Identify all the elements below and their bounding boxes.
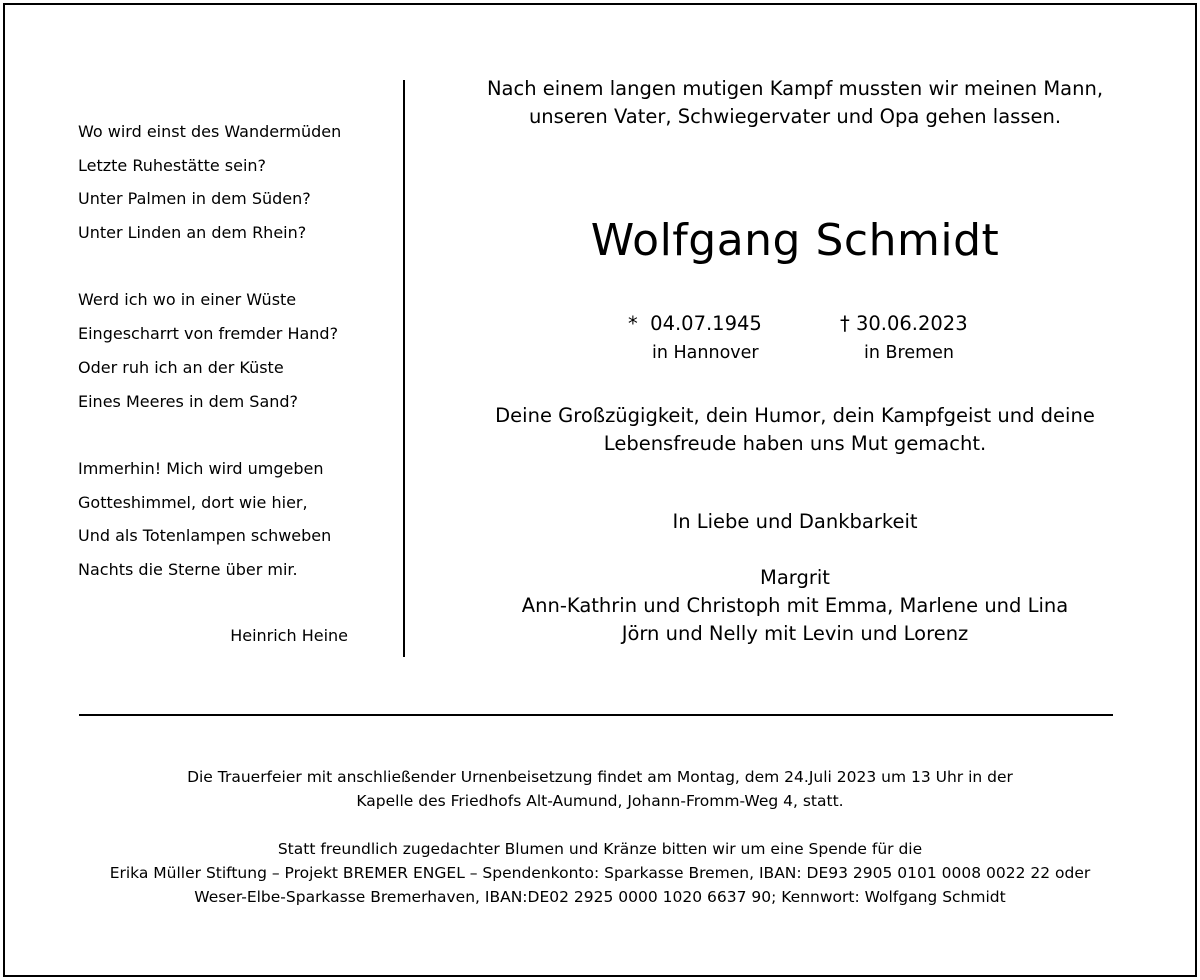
family-line: Jörn und Nelly mit Levin und Lorenz: [621, 622, 969, 645]
life-dates: [440, 310, 1150, 370]
poem-line: Immerhin! Mich wird umgeben: [78, 458, 324, 478]
tribute-text: [440, 402, 1150, 458]
ceremony-line: Kapelle des Friedhofs Alt-Aumund, Johann-Fromm-Weg 4, statt.: [356, 792, 844, 810]
family-signatures: [440, 564, 1150, 648]
poem-line: Gotteshimmel, dort wie hier,: [78, 492, 308, 512]
ceremony-line: Die Trauerfeier mit anschließender Urnenbeisetzung findet am Montag, dem 24.Juli 2023 um 13 Uhr in der: [187, 768, 1013, 786]
donation-line: Statt freundlich zugedachter Blumen und Kränze bitten wir um eine Spende für die: [277, 840, 923, 858]
poem-line: Und als Totenlampen schweben: [78, 526, 332, 546]
death-cross-icon: †: [840, 312, 850, 335]
birth-info: [628, 310, 762, 368]
poem-line: Letzte Ruhestätte sein?: [78, 155, 267, 175]
poem-line: Werd ich wo in einer Wüste: [78, 290, 297, 310]
vertical-divider: [403, 80, 405, 657]
donation-line: Erika Müller Stiftung – Projekt BREMER ENGEL – Spendenkonto: Sparkasse Bremen, IBAN: DE93 2905 0101 0008 0022 22 oder: [109, 864, 1091, 882]
donation-line: Weser-Elbe-Sparkasse Bremerhaven, IBAN:DE02 2925 0000 1020 6637 90; Kennwort: Wolfgang Schmidt: [194, 888, 1006, 906]
footer-gap: [40, 813, 1160, 837]
birth-star-icon: *: [628, 312, 638, 335]
poem-line: Eingescharrt von fremder Hand?: [78, 324, 339, 344]
tribute-line: Lebensfreude haben uns Mut gemacht.: [603, 432, 987, 455]
poem-line: Unter Palmen in dem Süden?: [78, 189, 311, 209]
stanza-gap: [78, 255, 368, 289]
intro-text: [440, 75, 1150, 131]
horizontal-divider: [79, 714, 1113, 716]
poem-line: Unter Linden an dem Rhein?: [78, 223, 307, 243]
death-date: 30.06.2023: [855, 312, 968, 335]
intro-line: unseren Vater, Schwiegervater und Opa gehen lassen.: [528, 105, 1062, 128]
poem-stanza-1: [78, 120, 368, 255]
poem-author: Heinrich Heine: [230, 626, 348, 645]
poem-stanza-2: [78, 288, 368, 423]
poem: [78, 120, 368, 645]
death-info: [840, 310, 968, 368]
poem-line: Eines Meeres in dem Sand?: [78, 391, 299, 411]
poem-line: Nachts die Sterne über mir.: [78, 559, 298, 579]
death-place: in Bremen: [864, 343, 955, 363]
dedication: In Liebe und Dankbarkeit: [672, 510, 918, 533]
birth-place: in Hannover: [652, 343, 759, 363]
poem-stanza-3: [78, 457, 368, 592]
family-line: Ann-Kathrin und Christoph mit Emma, Marlene und Lina: [521, 594, 1069, 617]
stanza-gap: [78, 423, 368, 457]
tribute-line: Deine Großzügigkeit, dein Humor, dein Kampfgeist und deine: [495, 404, 1095, 427]
family-line: Margrit: [760, 566, 830, 589]
poem-line: Wo wird einst des Wandermüden: [78, 122, 342, 141]
deceased-name: Wolfgang Schmidt: [590, 215, 1000, 266]
poem-line: Oder ruh ich an der Küste: [78, 357, 284, 377]
death-notice: [440, 75, 1150, 645]
footer-info: [40, 765, 1160, 909]
birth-date: 04.07.1945: [650, 312, 762, 335]
intro-line: Nach einem langen mutigen Kampf mussten wir meinen Mann,: [486, 77, 1104, 100]
